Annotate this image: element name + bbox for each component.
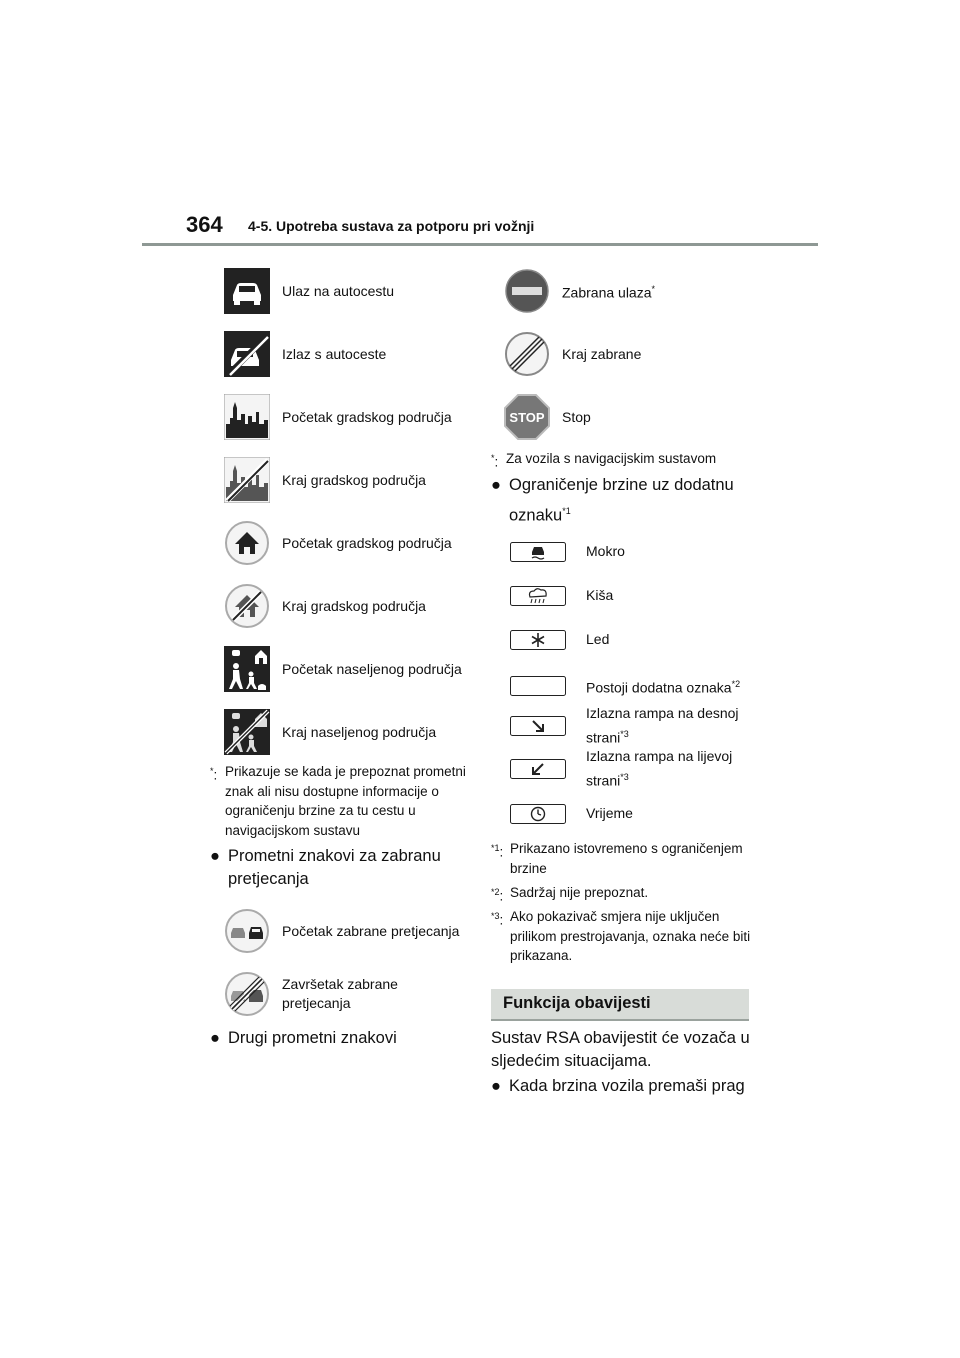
plate-label-line: Izlazna rampa na lijevoj <box>586 748 733 764</box>
footnote-marker: *2 <box>491 887 500 897</box>
sign-row <box>224 457 426 503</box>
rain-icon <box>510 586 566 606</box>
bullet-text: pretjecanja <box>228 870 309 888</box>
plate-row <box>510 541 625 562</box>
sign-label: Početak gradskog područja <box>282 408 452 425</box>
sign-row <box>224 331 386 377</box>
sign-row <box>224 583 426 629</box>
footnote-marker: * <box>651 283 656 294</box>
wet-road-icon <box>510 542 566 562</box>
sign-row <box>224 709 436 755</box>
plate-label: Vrijeme <box>586 805 633 821</box>
footnote: *: Prikazuje se kada je prepoznat prometni znak ali nisu dostupne informacije o ograničenju brzine za tu cestu u navigacijskom sustavu <box>210 762 470 840</box>
plate-row <box>510 703 739 749</box>
sign-label: Kraj gradskog područja <box>282 597 426 614</box>
sign-row <box>504 394 591 440</box>
plate-label: Led <box>586 631 610 647</box>
bullet-dot: ● <box>210 1029 220 1047</box>
residential-area-end-icon <box>224 709 270 755</box>
plate-label <box>586 703 739 749</box>
footnote-marker: *3 <box>620 729 629 739</box>
blank-plate-icon <box>510 676 566 696</box>
sign-label: Početak naseljenog područja <box>282 660 462 677</box>
sign-row <box>224 520 452 566</box>
footnote-text: Prikazano istovremeno s ograničenjem brzine <box>510 841 743 876</box>
bullet-item <box>491 474 761 528</box>
sign-label-text: Zabrana ulaza <box>562 284 652 301</box>
footnote-marker: * <box>491 453 495 463</box>
chapter-title: 4-5. Upotreba sustava za potporu pri vožnji <box>248 218 535 234</box>
footnote: $^{*2}$: Sadržaj nije prepoznat. <box>491 883 751 903</box>
plate-label: Mokro <box>586 543 625 559</box>
no-overtaking-start-icon <box>224 908 270 954</box>
footnote-marker: *3 <box>620 772 629 782</box>
sign-label-line: pretjecanja <box>282 995 351 1011</box>
bullet-text: Prometni znakovi za zabranu <box>228 847 441 865</box>
city-start-icon <box>224 394 270 440</box>
sign-row <box>504 331 641 377</box>
plate-row <box>510 803 633 824</box>
house-round-end-icon <box>224 583 270 629</box>
plate-label: Kiša <box>586 587 614 603</box>
sign-label: Kraj zabrane <box>562 345 642 362</box>
snowflake-icon <box>510 630 566 650</box>
sign-row <box>224 268 394 314</box>
footnote-text: Sadržaj nije prepoznat. <box>510 885 649 900</box>
bullet-item <box>491 1075 761 1098</box>
plate-label-line: Izlazna rampa na desnoj <box>586 705 739 721</box>
plate-row <box>510 585 613 606</box>
motorway-exit-icon <box>224 331 270 377</box>
no-overtaking-end-icon <box>224 971 270 1017</box>
bullet-text <box>509 500 761 528</box>
bullet-text: Kada brzina vozila premaši prag <box>509 1077 745 1095</box>
clock-icon <box>510 804 566 824</box>
footnote-marker: *1 <box>562 506 571 516</box>
sign-label: Kraj naseljenog područja <box>282 723 437 740</box>
footnote-text: Za vozila s navigacijskim sustavom <box>506 451 717 466</box>
residential-area-start-icon <box>224 646 270 692</box>
sign-label <box>562 280 655 303</box>
sign-label: Izlaz s autoceste <box>282 345 387 362</box>
bullet-text: Ograničenje brzine uz dodatnu <box>509 476 734 494</box>
sign-label: Početak gradskog područja <box>282 534 452 551</box>
bullet-item <box>210 845 470 891</box>
footnote: $^{*3}$: Ako pokazivač smjera nije uključen prilikom prestrojavanja, oznaka neće biti prikazana. <box>491 907 751 966</box>
sign-label: Početak zabrane pretjecanja <box>282 922 460 939</box>
plate-row <box>510 674 740 699</box>
plate-label-line: strani <box>586 729 621 746</box>
sign-label <box>282 975 398 1013</box>
footnote: *: Za vozila s navigacijskim sustavom <box>491 449 761 469</box>
sign-row <box>504 268 655 314</box>
body-paragraph <box>491 1027 761 1073</box>
plate-row <box>510 629 609 650</box>
section-heading <box>491 989 749 1021</box>
arrow-down-left-icon <box>510 759 566 779</box>
no-entry-icon <box>504 268 550 314</box>
sign-row <box>224 394 452 440</box>
plate-row <box>510 746 732 792</box>
sign-label: Stop <box>562 408 591 425</box>
sign-label: Kraj gradskog područja <box>282 471 426 488</box>
paragraph-line: sljedećim situacijama. <box>491 1052 652 1070</box>
bullet-dot: ● <box>491 1077 501 1095</box>
bullet-item <box>210 1027 470 1050</box>
plate-label-text: Postoji dodatna oznaka <box>586 679 732 696</box>
header-divider <box>142 243 818 246</box>
footnote-marker: *2 <box>731 679 741 689</box>
stop-sign-icon <box>504 394 550 440</box>
sign-label-line: Završetak zabrane <box>282 976 398 992</box>
footnote: $^{*1}$: Prikazano istovremeno s ograničenjem brzine <box>491 839 751 878</box>
sign-row <box>224 908 459 954</box>
bullet-text-line: oznaku <box>509 506 563 525</box>
motorway-entry-icon <box>224 268 270 314</box>
footnote-text: Prikazuje se kada je prepoznat prometni znak ali nisu dostupne informacije o ograničenju brzine za tu cestu u navigacijskom sustavu <box>225 764 466 838</box>
footnote-text: Ako pokazivač smjera nije uključen prilikom prestrojavanja, oznaka neće biti prikazana. <box>510 909 751 963</box>
arrow-down-right-icon <box>510 716 566 736</box>
plate-label-line: strani <box>586 772 621 789</box>
page-number: 364 <box>186 212 223 237</box>
city-end-icon <box>224 457 270 503</box>
section-title: Funkcija obavijesti <box>503 994 651 1012</box>
sign-label: Ulaz na autocestu <box>282 282 395 299</box>
sign-row <box>224 646 462 692</box>
stop-sign-text: STOP <box>509 410 545 425</box>
footnote-marker: *1 <box>491 843 500 853</box>
paragraph-line: Sustav RSA obavijestit će vozača u <box>491 1029 750 1047</box>
bullet-dot: ● <box>491 476 501 494</box>
footnote-marker: * <box>210 766 214 776</box>
house-round-sign-icon <box>224 520 270 566</box>
bullet-text: Drugi prometni znakovi <box>228 1029 397 1047</box>
footnote-marker: *3 <box>491 911 500 921</box>
bullet-dot: ● <box>210 847 220 865</box>
end-of-prohibition-icon <box>504 331 550 377</box>
plate-label <box>586 746 732 792</box>
plate-label <box>586 674 740 699</box>
sign-row <box>224 971 398 1017</box>
